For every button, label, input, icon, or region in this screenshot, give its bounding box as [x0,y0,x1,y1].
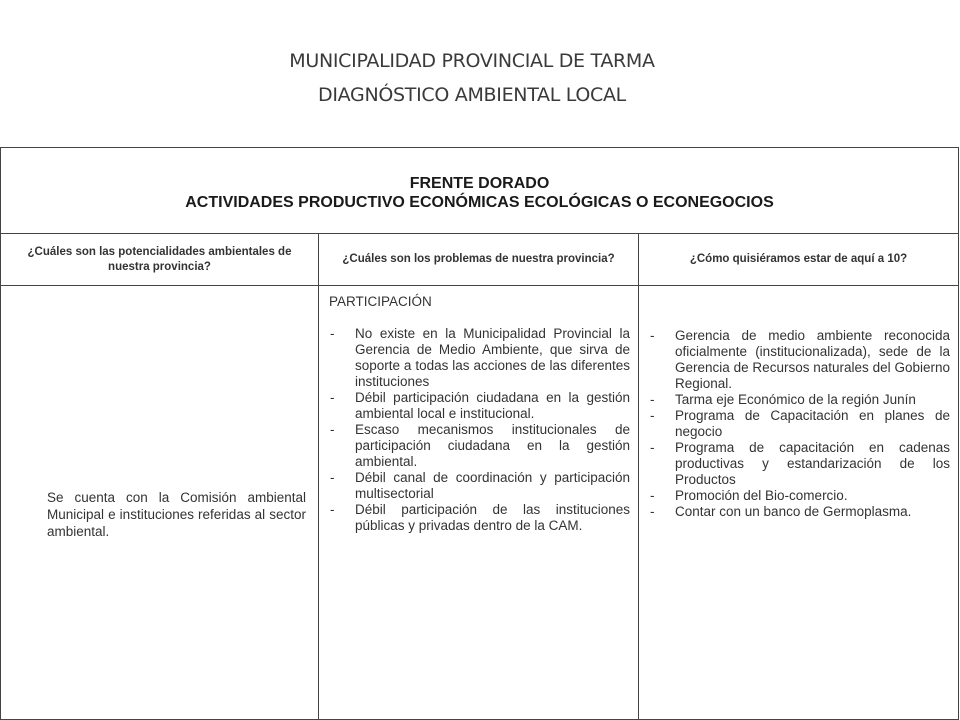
list-item: - No existe en la Municipalidad Provincial la Gerencia de Medio Ambiente, que sirva de soporte a todas las acciones de las diferentes instituciones [329,326,630,390]
list-item: - Débil canal de coordinación y participación multisectorial [329,470,630,502]
list-item: - Gerencia de medio ambiente reconocida oficialmente (institucionalizada), sede de la Gerencia de Recursos naturales del Gobierno Regional. [649,328,950,392]
frente-title: FRENTE DORADO [409,174,550,192]
list-item: - Escaso mecanismos institucionales de participación ciudadana en la gestión ambiental. [329,422,630,470]
question-vision: ¿Cómo quisiéramos estar de aquí a 10? [639,234,959,286]
diagnostic-table [0,147,959,720]
list-item: - Contar con un banco de Germoplasma. [649,504,950,520]
problems-list [329,326,630,534]
question-potentialities: ¿Cuáles son las potencialidades ambientales de nuestra provincia? [1,234,319,286]
document-header [0,44,944,112]
diagnostic-title: DIAGNÓSTICO AMBIENTAL LOCAL [318,84,626,106]
list-item: - Débil participación de las instituciones públicas y privadas dentro de la CAM. [329,502,630,534]
list-item: - Débil participación ciudadana en la gestión ambiental local e institucional. [329,390,630,422]
vision-cell [639,286,959,720]
problems-section-title: PARTICIPACIÓN [329,294,432,309]
problems-cell [319,286,639,720]
potentialities-text: Se cuenta con la Comisión ambiental Municipal e instituciones referidas al sector ambiental. [47,490,306,539]
list-item: - Promoción del Bio-comercio. [649,488,950,504]
vision-list [649,328,950,520]
list-item: - Programa de Capacitación en planes de negocio [649,408,950,440]
activity-title: ACTIVIDADES PRODUCTIVO ECONÓMICAS ECOLÓGICAS O ECONEGOCIOS [185,193,774,211]
list-item: - Tarma eje Económico de la región Junín [649,392,950,408]
question-problems: ¿Cuáles son los problemas de nuestra provincia? [319,234,639,286]
municipality-title: MUNICIPALIDAD PROVINCIAL DE TARMA [289,50,655,72]
table-heading-cell [1,148,959,234]
potentialities-cell [1,286,319,720]
list-item: - Programa de capacitación en cadenas productivas y estandarización de los Productos [649,440,950,488]
